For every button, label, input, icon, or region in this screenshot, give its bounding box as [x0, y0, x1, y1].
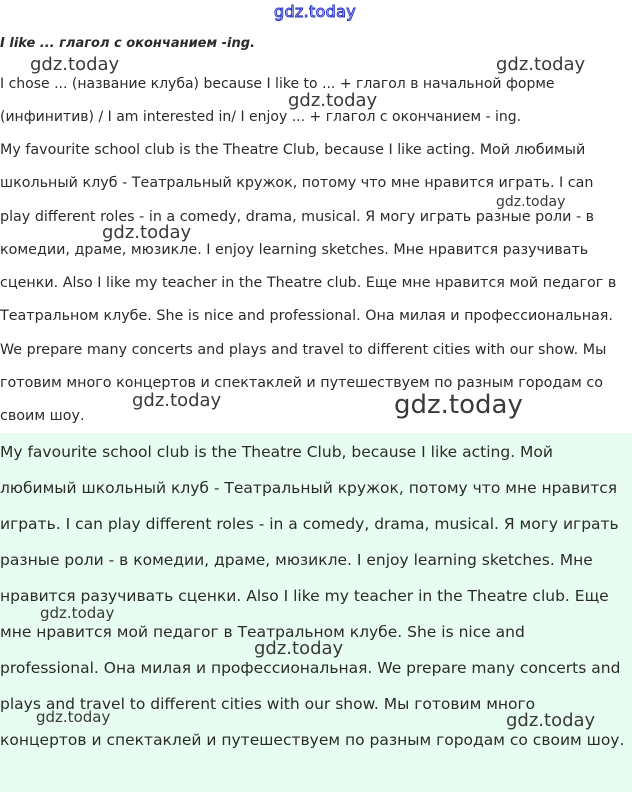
hint-line-2: I chose ... (название клуба) because I like to ... + глагол в начальной форме: [0, 76, 555, 92]
watermark: gdz.today: [506, 710, 596, 731]
watermark: gdz.today: [496, 194, 566, 210]
watermark: gdz.today: [132, 390, 222, 411]
watermark: gdz.today: [394, 390, 523, 420]
hint-line-1: I like ... глагол с окончанием -ing.: [0, 36, 256, 51]
watermark: gdz.today: [30, 54, 120, 75]
watermark: gdz.today: [254, 638, 344, 659]
hint-line-3: (инфинитив) / I am interested in/ I enjoy ... + глагол с окончанием - ing.: [0, 109, 522, 125]
highlighted-answer-paragraph: My favourite school club is the Theatre Club, because I like acting. Мой любимый школьный клуб - Театральный кружок, потому что мне нравится играть. I can play different roles - in a comedy, drama, musical. Я могу играть разные роли - в комедии, драме, мюзикле. I enjoy learning sketches. Мне нравится разучивать сценки. Also I like my teacher in the Theatre club. Еще мне нравится мой педагог в Театральном клубе. She is nice and professional. Она милая и профессиональная. We prepare many concerts and plays and travel to different cities with our show. Мы готовим много концертов и спектаклей и путешествуем по разным городам со своим шоу.: [0, 443, 625, 749]
watermark: gdz.today: [496, 54, 586, 75]
watermark: gdz.today: [40, 604, 115, 622]
watermark-top: gdz.today: [274, 2, 356, 21]
answer-paragraph: My favourite school club is the Theatre Club, because I like acting. Мой любимый школьный клуб - Театральный кружок, потому что мне нравится играть. I can play different roles - in a comedy, drama, musical. Я могу играть разные роли - в комедии, драме, мюзикле. I enjoy learning sketches. Мне нравится разучивать сценки. Also I like my teacher in the Theatre club. Еще мне нравится мой педагог в Театральном клубе. She is nice and professional. Она милая и профессиональная. We prepare many concerts and plays and travel to different cities with our show. Мы готовим много концертов и спектаклей и путешествуем по разным городам со своим шоу.: [0, 142, 617, 425]
watermark: gdz.today: [36, 708, 111, 726]
watermark: gdz.today: [288, 90, 378, 111]
watermark: gdz.today: [102, 222, 192, 243]
